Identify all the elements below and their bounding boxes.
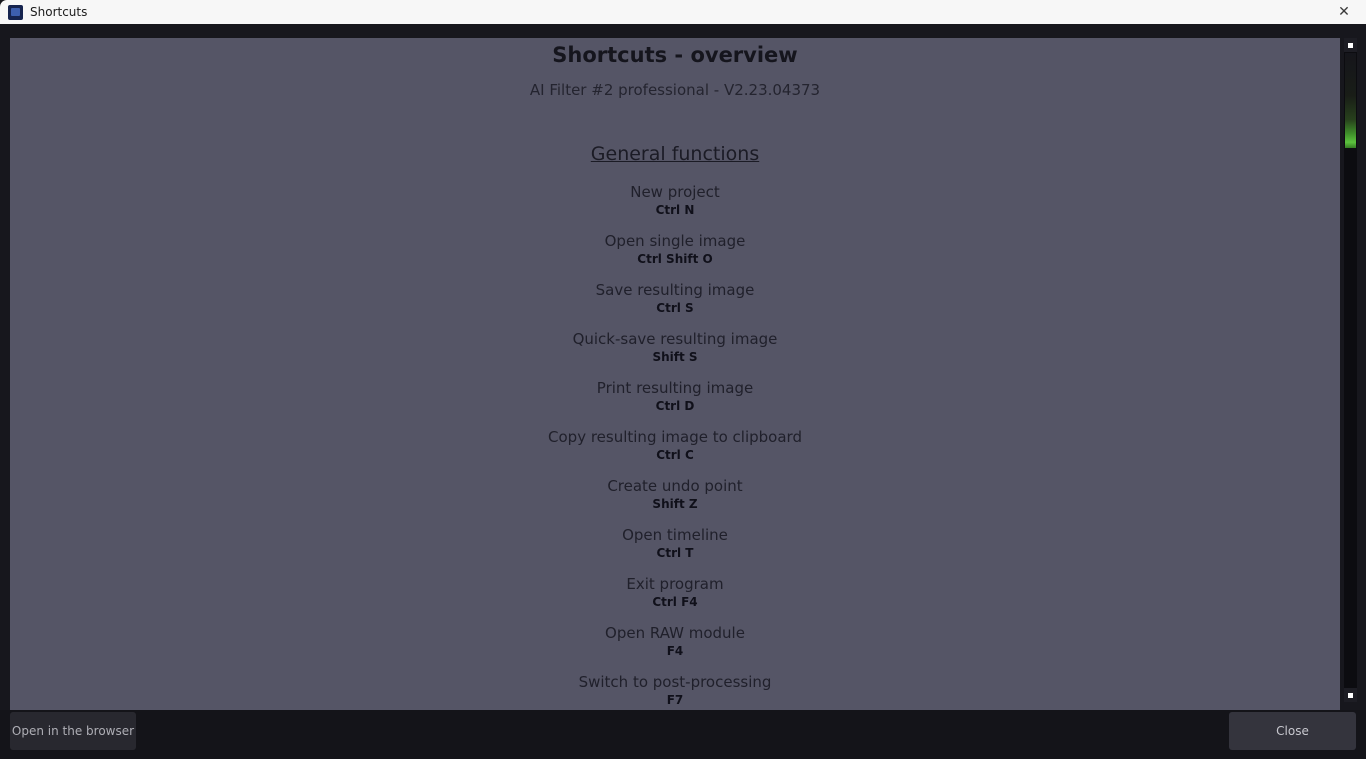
shortcut-keys: F4	[666, 644, 684, 658]
close-button[interactable]: Close	[1229, 712, 1356, 750]
scrollbar-track[interactable]	[1344, 38, 1357, 702]
shortcut-label: Quick-save resulting image	[572, 330, 778, 348]
shortcuts-overview-panel	[10, 38, 1340, 710]
shortcut-item	[10, 526, 1340, 562]
shortcut-item	[10, 673, 1340, 709]
shortcut-label: Save resulting image	[595, 281, 755, 299]
shortcut-keys: Ctrl S	[656, 301, 694, 315]
shortcut-item	[10, 575, 1340, 611]
app-icon-glyph	[11, 8, 20, 16]
shortcut-item	[10, 379, 1340, 415]
shortcut-keys: F7	[666, 693, 684, 707]
scrollbar-down-button[interactable]	[1344, 688, 1357, 702]
shortcut-item	[10, 624, 1340, 660]
scrollbar-up-icon	[1348, 43, 1353, 48]
shortcut-label: Create undo point	[607, 477, 743, 495]
shortcut-label: Exit program	[626, 575, 724, 593]
shortcut-item	[10, 428, 1340, 464]
app-icon	[8, 5, 23, 20]
window-title: Shortcuts	[30, 5, 88, 19]
shortcut-keys: Ctrl N	[655, 203, 695, 217]
shortcut-item	[10, 232, 1340, 268]
shortcut-keys: Ctrl T	[656, 546, 694, 560]
shortcut-keys: Shift S	[652, 350, 698, 364]
title-bar	[0, 0, 1366, 24]
shortcut-label: Print resulting image	[596, 379, 754, 397]
shortcut-item	[10, 183, 1340, 219]
section-title-general-functions: General functions	[590, 143, 760, 165]
shortcut-label: Open timeline	[622, 526, 728, 544]
page-title: Shortcuts - overview	[552, 43, 798, 67]
shortcut-label: Copy resulting image to clipboard	[548, 428, 802, 446]
scrollbar-down-icon	[1348, 693, 1353, 698]
shortcut-keys: Ctrl Shift O	[637, 252, 713, 266]
scrollbar-thumb[interactable]	[1345, 53, 1356, 148]
open-in-browser-button[interactable]: Open in the browser	[10, 712, 136, 750]
window-close-button[interactable]: ✕	[1338, 4, 1350, 20]
app-version-subtitle: AI Filter #2 professional - V2.23.04373	[529, 81, 821, 99]
shortcut-label: Open single image	[604, 232, 746, 250]
shortcut-label: New project	[630, 183, 720, 201]
shortcut-keys: Ctrl F4	[652, 595, 698, 609]
scrollbar-up-button[interactable]	[1344, 38, 1357, 52]
shortcut-item	[10, 281, 1340, 317]
shortcut-label: Switch to post-processing	[578, 673, 772, 691]
shortcut-keys: Shift Z	[652, 497, 698, 511]
shortcut-keys: Ctrl C	[656, 448, 694, 462]
shortcut-item	[10, 330, 1340, 366]
shortcut-keys: Ctrl D	[655, 399, 695, 413]
shortcut-label: Open RAW module	[605, 624, 745, 642]
footer-bar	[0, 710, 1366, 759]
shortcut-item	[10, 477, 1340, 513]
shortcut-list	[10, 183, 1340, 709]
